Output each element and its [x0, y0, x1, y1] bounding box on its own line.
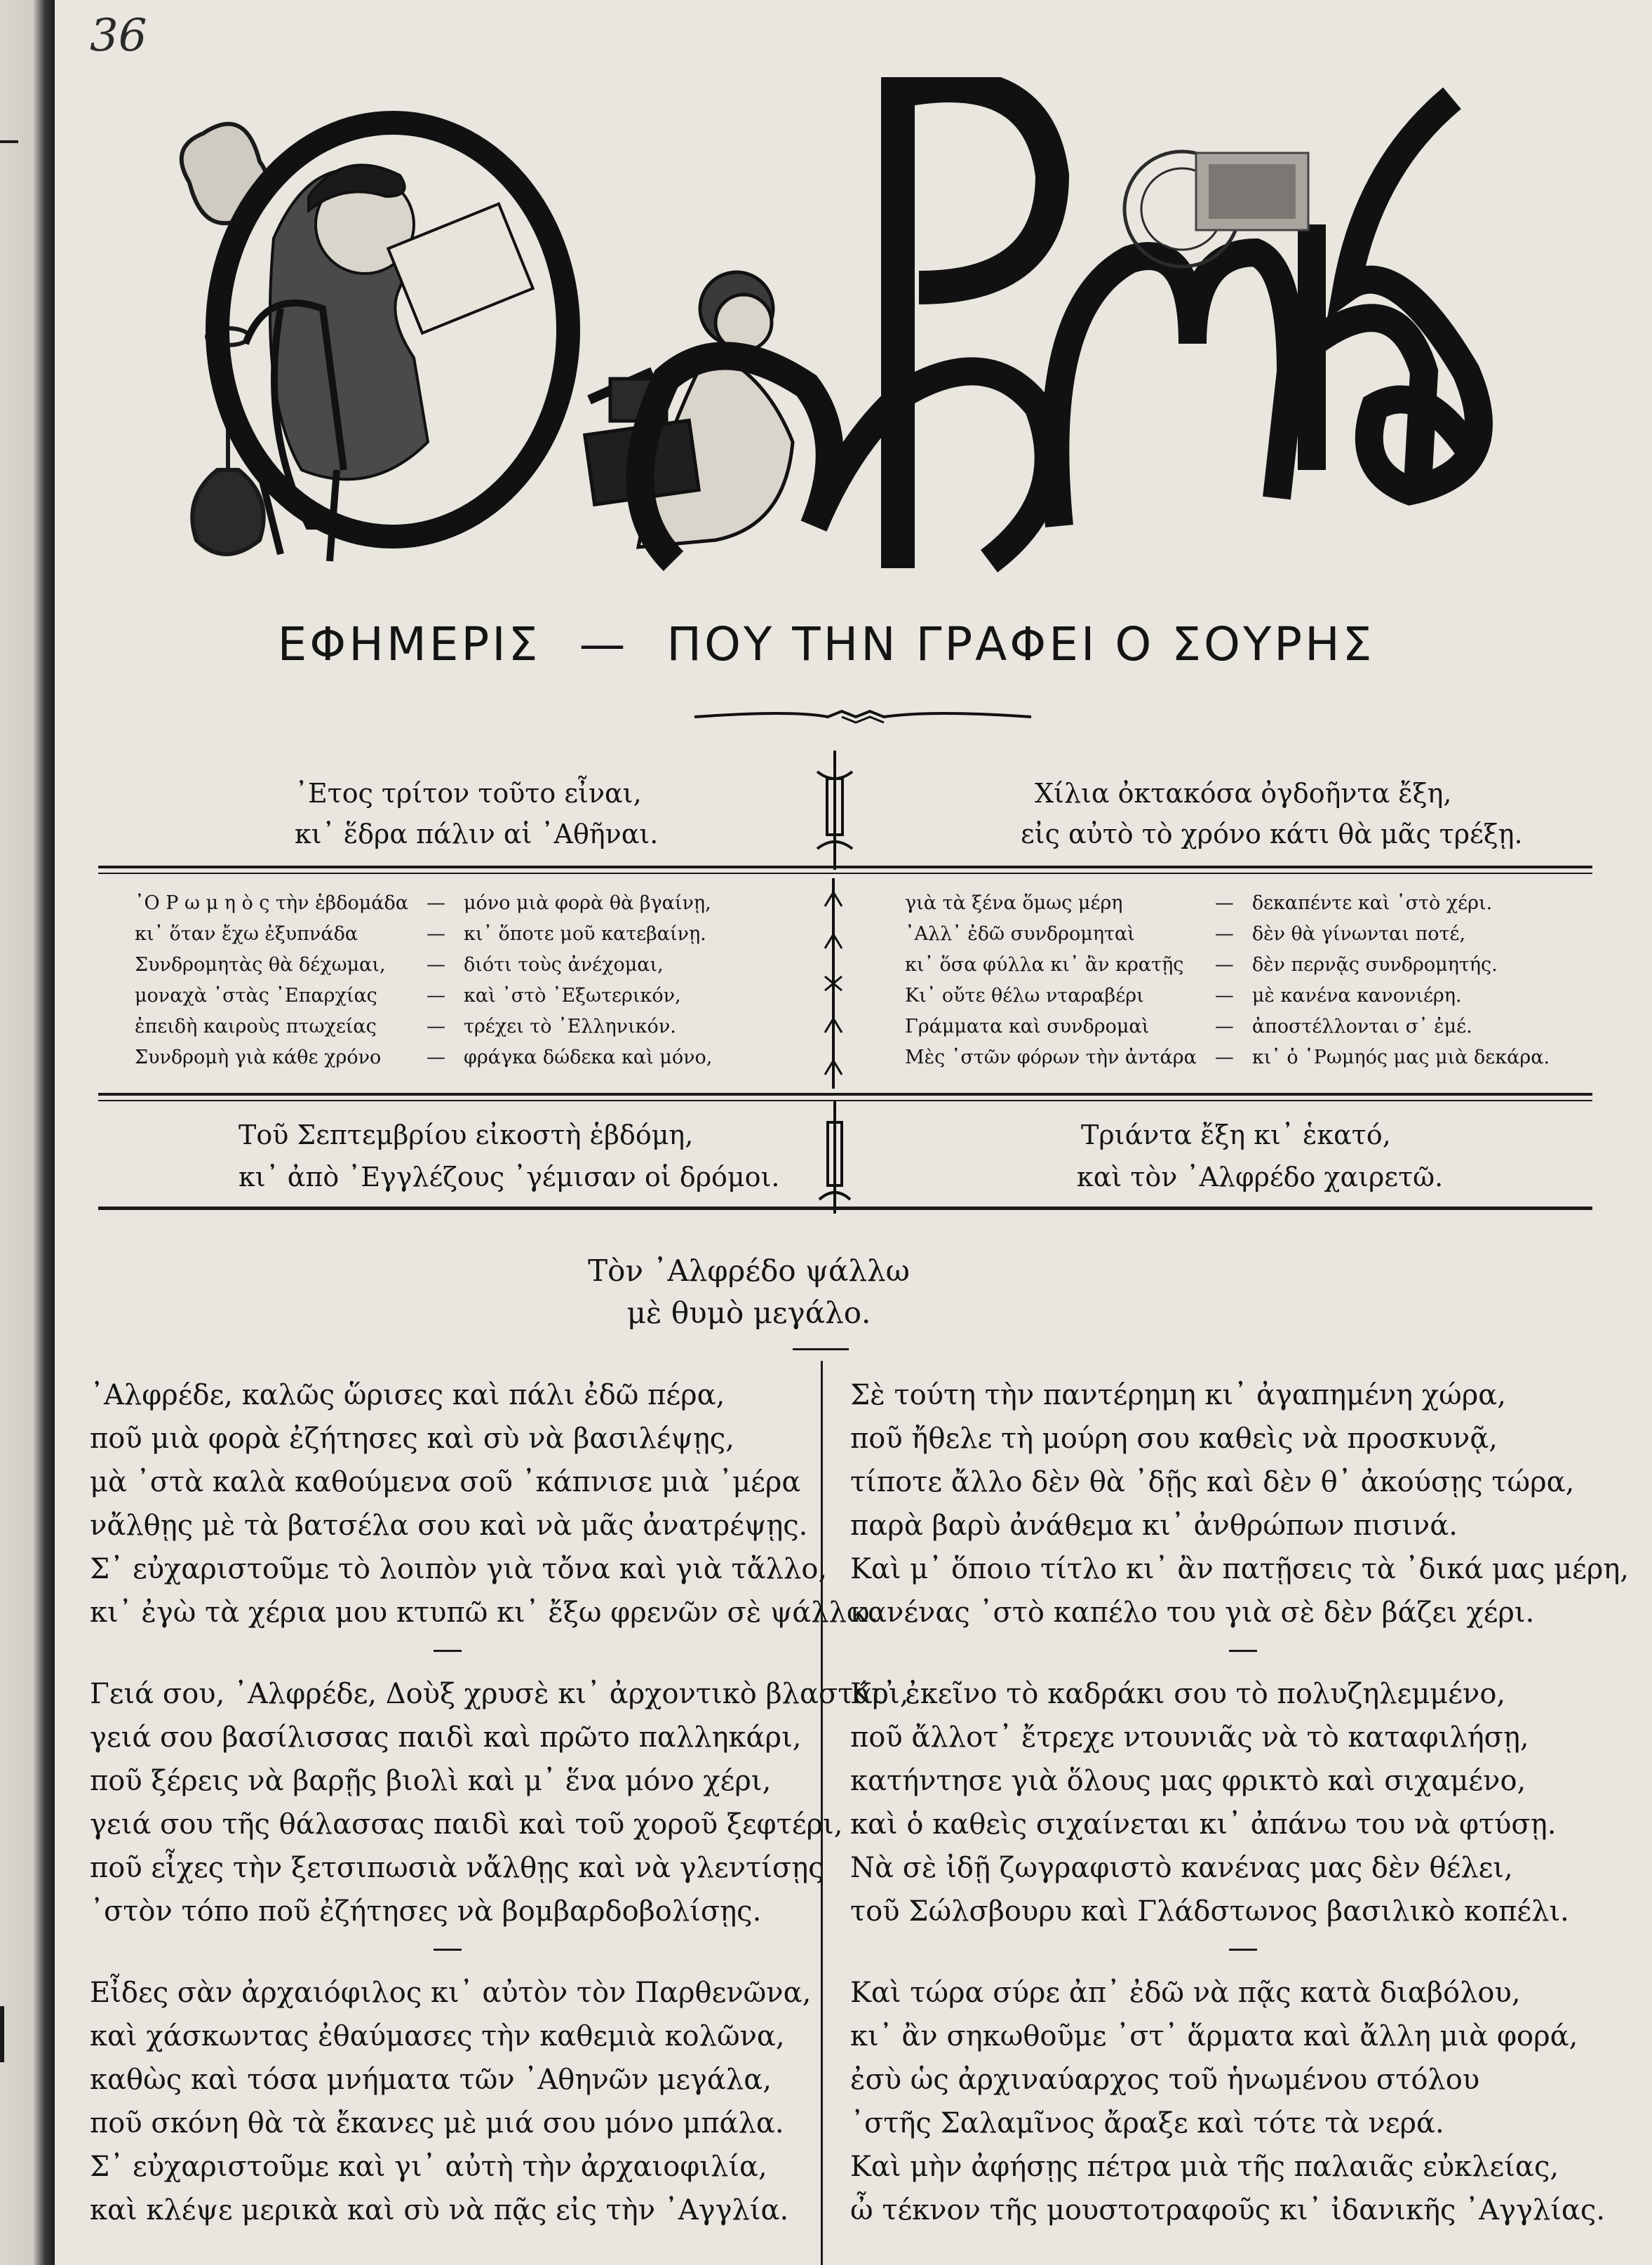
ornament-pillar-bottom — [814, 1101, 856, 1214]
stanza-separator — [1229, 1949, 1257, 1951]
subtitle-left: ΕΦΗΜΕΡΙΣ — [277, 617, 541, 671]
poem-line: καὶ ὁ καθεὶς σιχαίνεται κι᾿ ἀπάνω του νὰ φτύσῃ. — [850, 1808, 1557, 1841]
row-cell: φράγκα δώδεκα καὶ μόνο, — [463, 1047, 713, 1068]
heading-separator — [793, 1348, 849, 1350]
row-cell: Γράμματα καὶ συνδρομαὶ — [905, 1016, 1150, 1037]
poem-line: ὦ τέκνον τῆς μουστοτραφοῦς κι᾿ ἰδανικῆς ᾿Αγγλίας. — [850, 2194, 1606, 2226]
intro-bottom-right — [1077, 1114, 1443, 1198]
intro-line: Τριάντα ἔξη κι᾿ ἑκατό, — [1081, 1120, 1391, 1150]
row-dash: — — [426, 1047, 445, 1068]
ornament-divider — [687, 703, 1038, 731]
poem-line: Σὲ τούτη τὴν παντέρημη κι᾿ ἀγαπημένη χώρα, — [850, 1379, 1506, 1411]
poem-line: γειά σου βασίλισσας παιδὶ καὶ πρῶτο παλληκάρι, — [90, 1721, 802, 1754]
subtitle-dash: — — [579, 617, 629, 671]
row-cell: μοναχὰ ᾿στὰς ᾿Επαρχίας — [135, 985, 377, 1007]
masthead-mu — [1055, 253, 1291, 526]
poem-line: ποῦ σκόνη θὰ τὰ ἔκανες μὲ μιά σου μόνο μπάλα. — [90, 2107, 784, 2139]
subscription-row — [905, 1011, 1550, 1042]
row-cell: μὲ κανένα κανονιέρη. — [1251, 985, 1462, 1007]
intro-line: εἰς αὐτὸ τὸ χρόνο κάτι θὰ μᾶς τρέξῃ. — [1021, 819, 1523, 849]
subscription-row — [135, 888, 712, 919]
masthead-illustration — [161, 77, 1550, 582]
row-cell: ᾿Ο Ρ ω μ η ὸ ς τὴν ἑβδομάδα — [135, 892, 408, 914]
subscription-row — [135, 1011, 712, 1042]
poem-line: καὶ χάσκωντας ἐθαύμασες τὴν καθεμιὰ κολῶνα, — [90, 2020, 785, 2052]
intro-top-left — [295, 773, 659, 854]
ornament-column-middle — [819, 878, 847, 1089]
intro-line: Τοῦ Σεπτεμβρίου εἰκοστὴ ἑβδόμη, — [239, 1120, 694, 1150]
row-cell: Μὲς ᾿στῶν φόρων τὴν ἀντάρα — [905, 1047, 1197, 1068]
row-cell: ἀποστέλλονται σ᾿ ἐμέ. — [1251, 1016, 1472, 1037]
postmark-stamp — [1098, 139, 1315, 279]
row-dash: — — [426, 1016, 445, 1037]
subscription-table-right — [905, 888, 1550, 1073]
stanza-separator — [434, 1949, 462, 1951]
subscription-row — [905, 981, 1550, 1011]
divider-rule — [98, 1093, 1592, 1096]
row-dash: — — [1214, 985, 1234, 1007]
intro-line: Χίλια ὀκτακόσα ὀγδοῆντα ἔξη, — [1035, 778, 1452, 809]
poem-line: παρὰ βαρὺ ἀνάθεμα κι᾿ ἀνθρώπων πισινά. — [850, 1510, 1458, 1542]
divider-rule — [98, 866, 1592, 868]
intro-line: καὶ τὸν ᾿Αλφρέδο χαιρετῶ. — [1077, 1162, 1444, 1192]
poem-line: Σ᾿ εὐχαριστοῦμε καὶ γι᾿ αὐτὴ τὴν ἀρχαιοφιλία, — [90, 2151, 767, 2183]
subscription-row — [135, 950, 712, 981]
intro-bottom-left — [239, 1114, 779, 1198]
poem-line: τοῦ Σώλσβουρυ καὶ Γλάδστωνος βασιλικὸ κοπέλι. — [850, 1895, 1569, 1928]
row-cell: γιὰ τὰ ξένα ὅμως μέρη — [905, 892, 1123, 914]
margin-tick — [0, 140, 18, 143]
row-cell: Συνδρομητὰς θὰ δέχωμαι, — [135, 954, 386, 976]
poem-line: κι᾿ ἂν σηκωθοῦμε ᾿στ᾿ ἅρματα καὶ ἄλλη μιὰ φορά, — [850, 2020, 1578, 2052]
poem-line: ποῦ ἤθελε τὴ μούρη σου καθεὶς νὰ προσκυνᾷ, — [850, 1423, 1498, 1455]
ornament-pillar-top — [810, 751, 859, 870]
poem-heading — [0, 1250, 1575, 1334]
poem-line: γειά σου τῆς θάλασσας παιδὶ καὶ τοῦ χοροῦ ξεφτέρι, — [90, 1808, 843, 1841]
subscription-row — [135, 1042, 712, 1073]
subscription-row — [905, 919, 1550, 950]
poem-line: ᾿Αλφρέδε, καλῶς ὥρισες καὶ πάλι ἐδῶ πέρα, — [90, 1379, 725, 1411]
poem-line: καθὼς καὶ τόσα μνήματα τῶν ᾿Αθηνῶν μεγάλα, — [90, 2064, 772, 2096]
poem-line: τίποτε ἄλλο δὲν θὰ ᾿δῇς καὶ δὲν θ᾿ ἀκούσῃς τώρα, — [850, 1466, 1575, 1498]
row-dash: — — [1214, 1047, 1234, 1068]
poem-line: ἐσὺ ὡς ἀρχιναύαρχος τοῦ ἡνωμένου στόλου — [850, 2064, 1480, 2096]
row-cell: Συνδρομὴ γιὰ κάθε χρόνο — [135, 1047, 382, 1068]
intro-line: κι᾿ ἕδρα πάλιν αἱ ᾿Αθῆναι. — [295, 819, 659, 849]
row-dash: — — [1214, 892, 1234, 914]
poem-line: ποῦ εἶχες τὴν ξετσιπωσιὰ νἄλθῃς καὶ νὰ γλεντίσῃς — [90, 1852, 824, 1884]
subscription-row — [905, 1042, 1550, 1073]
poem-line: κατήντησε γιὰ ὅλους μας φρικτὸ καὶ σιχαμένο, — [850, 1765, 1526, 1797]
row-cell: κι᾿ ὅσα φύλλα κι᾿ ἂν κρατῇς — [905, 954, 1184, 976]
masthead-subtitle — [0, 617, 1652, 671]
row-cell: ἐπειδὴ καιροὺς πτωχείας — [135, 1016, 377, 1037]
poem-line: ποῦ ξέρεις νὰ βαρῇς βιολὶ καὶ μ᾿ ἕνα μόνο χέρι, — [90, 1765, 772, 1797]
divider-rule — [98, 1207, 1592, 1210]
row-cell: μόνο μιὰ φορὰ θὰ βγαίνῃ, — [463, 892, 711, 914]
subscription-row — [135, 981, 712, 1011]
row-cell: Κι᾿ οὔτε θέλω νταραβέρι — [905, 985, 1144, 1007]
poem-line: ποῦ ἄλλοτ᾿ ἔτρεχε ντουνιᾶς νὰ τὸ καταφιλήσῃ, — [850, 1721, 1529, 1754]
row-cell: κι᾿ ὁ ῾Ρωμηός μας μιὰ δεκάρα. — [1251, 1047, 1550, 1068]
masthead — [161, 77, 1550, 582]
subscription-row — [905, 950, 1550, 981]
poem-line: Γειά σου, ᾿Αλφρέδε, Δοὺξ χρυσὲ κι᾿ ἀρχοντικὸ βλαστάρι, — [90, 1678, 909, 1710]
poem-line: ποῦ μιὰ φορὰ ἐζήτησες καὶ σὺ νὰ βασιλέψῃς, — [90, 1423, 734, 1455]
intro-line: κι᾿ ἀπὸ ᾿Εγγλέζους ᾿γέμισαν οἱ δρόμοι. — [239, 1162, 780, 1192]
row-cell: δὲν θὰ γίνωνται ποτέ, — [1251, 923, 1466, 945]
poem-line: Εἶδες σὰν ἀρχαιόφιλος κι᾿ αὐτὸν τὸν Παρθενῶνα, — [90, 1977, 812, 2009]
poem-heading-line: μὲ θυμὸ μεγάλο. — [626, 1296, 871, 1330]
row-cell: καὶ ᾿στὸ ᾿Εξωτερικόν, — [463, 985, 681, 1007]
row-cell: τρέχει τὸ ᾿Ελληνικόν. — [463, 1016, 676, 1037]
subscription-table-left — [135, 888, 712, 1073]
subscription-row — [135, 919, 712, 950]
poem-line: κανένας ᾿στὸ καπέλο του γιὰ σὲ δὲν βάζει χέρι. — [850, 1597, 1535, 1629]
row-cell: διότι τοὺς ἀνέχομαι, — [463, 954, 664, 976]
page-number: 36 — [90, 10, 147, 62]
intro-line: ᾿Ετος τρίτον τοῦτο εἶναι, — [295, 778, 642, 809]
row-cell: ᾿Αλλ᾿ ἐδῶ συνδρομηταὶ — [905, 923, 1135, 945]
poem-line: ᾿στῆς Σαλαμῖνος ἄραξε καὶ τότε τὰ νερά. — [850, 2107, 1444, 2139]
poem-line: Νὰ σὲ ἰδῇ ζωγραφιστὸ κανένας μας δὲν θέλει, — [850, 1852, 1513, 1884]
divider-rule — [98, 873, 1592, 874]
poem-line: νἄλθῃς μὲ τὰ βατσέλα σου καὶ νὰ μᾶς ἀνατρέψῃς. — [90, 1510, 808, 1542]
subtitle-right: ΠΟΥ ΤΗΝ ΓΡΑΦΕΙ Ο ΣΟΥΡΗΣ — [666, 617, 1375, 671]
row-dash: — — [426, 985, 445, 1007]
row-dash: — — [1214, 923, 1234, 945]
row-cell: κι᾿ ὅποτε μοῦ κατεβαίνῃ. — [463, 923, 706, 945]
margin-tick — [0, 2006, 4, 2062]
poem-heading-line: Τὸν ᾿Αλφρέδο ψάλλω — [588, 1254, 910, 1288]
row-cell: δὲν περνᾷς συνδρομητής. — [1251, 954, 1498, 976]
poem-line: Καὶ μ᾿ ὅποιο τίτλο κι᾿ ἂν πατῇσεις τὰ ᾿δικά μας μέρη, — [850, 1553, 1630, 1585]
row-cell: δεκαπέντε καὶ ᾿στὸ χέρι. — [1251, 892, 1493, 914]
stanza-separator — [1229, 1650, 1257, 1652]
row-dash: — — [426, 954, 445, 976]
poem-line: Καὶ μὴν ἀφήσῃς πέτρα μιὰ τῆς παλαιᾶς εὐκλείας, — [850, 2151, 1559, 2183]
subscription-row — [905, 888, 1550, 919]
row-dash: — — [1214, 954, 1234, 976]
poem-line: Καὶ τώρα σύρε ἀπ᾿ ἐδῶ νὰ πᾷς κατὰ διαβόλου, — [850, 1977, 1521, 2009]
poem-line: Σ᾿ εὐχαριστοῦμε τὸ λοιπὸν γιὰ τὄνα καὶ γιὰ τἄλλο, — [90, 1553, 828, 1585]
row-dash: — — [426, 923, 445, 945]
poem-line: ᾿στὸν τόπο ποῦ ἐζήτησες νὰ βομβαρδοβολίσῃς. — [90, 1895, 762, 1928]
row-dash: — — [426, 892, 445, 914]
poem-line: μὰ ᾿στὰ καλὰ καθούμενα σοῦ ᾿κάπνισε μιὰ ᾿μέρα — [90, 1466, 801, 1498]
seated-man-figure — [270, 165, 533, 526]
row-dash: — — [1214, 1016, 1234, 1037]
intro-top-right — [1021, 773, 1523, 854]
poem-line: καὶ κλέψε μερικὰ καὶ σὺ νὰ πᾷς εἰς τὴν ᾿Αγγλία. — [90, 2194, 789, 2226]
binding-edge — [0, 0, 55, 2265]
boy-figure — [585, 272, 793, 547]
poem-line: Κι᾿ ἐκεῖνο τὸ καδράκι σου τὸ πολυζηλεμμένο, — [850, 1678, 1506, 1710]
stanza-separator — [434, 1650, 462, 1652]
poem-line: κι᾿ ἐγὼ τὰ χέρια μου κτυπῶ κι᾿ ἔξω φρενῶν σὲ ψάλλω. — [90, 1597, 879, 1629]
row-cell: κι᾿ ὅταν ἔχω ἐξυπνάδα — [135, 923, 358, 945]
